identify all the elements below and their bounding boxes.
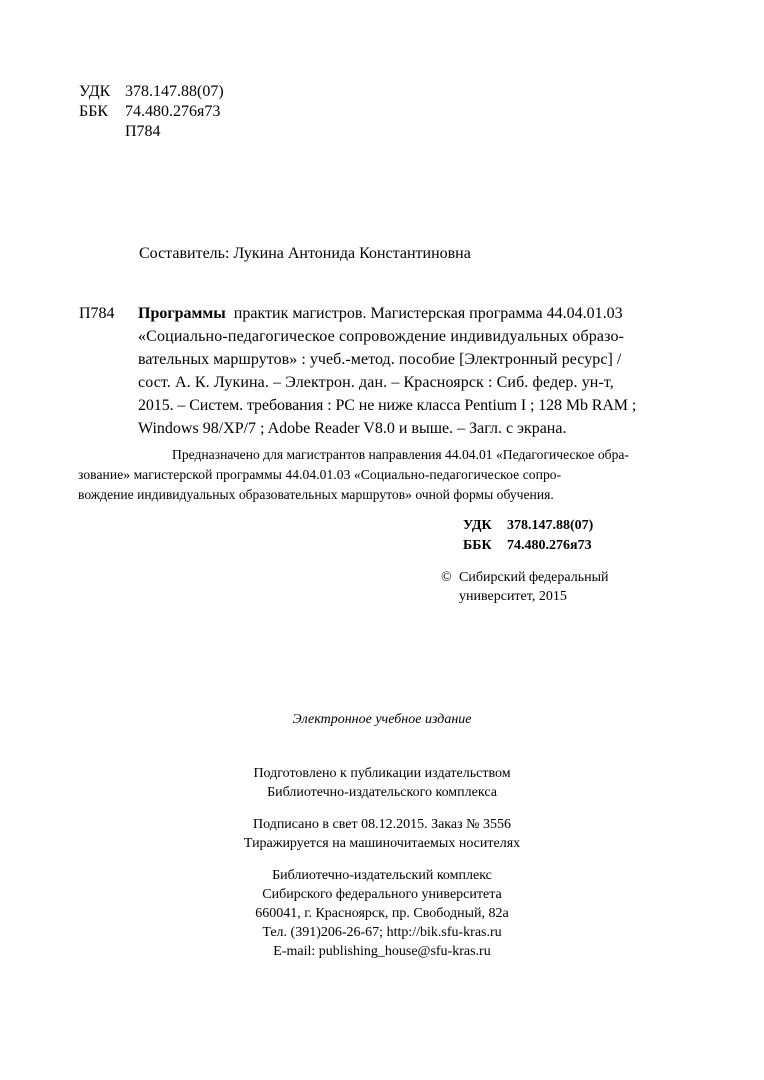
bbk-key: ББК	[79, 103, 109, 120]
index-block	[463, 516, 593, 556]
publisher-line-1: Библиотечно-издательский комплекс	[272, 868, 492, 883]
udk-row	[79, 82, 224, 102]
description-line-5: 2015. – Систем. требования : PC не ниже класса Pentium I ; 128 Mb RAM ;	[138, 397, 637, 414]
copyright-symbol: ©	[441, 570, 452, 585]
publisher-line-5: E-mail: publishing_house@sfu-kras.ru	[273, 944, 491, 959]
annotation-line-1: Предназначено для магистрантов направления 44.04.01 «Педагогическое обра-	[172, 447, 629, 462]
signed-line-2: Тиражируется на машиночитаемых носителях	[243, 836, 521, 851]
index-bbk-row	[463, 536, 593, 556]
author-sign: П784	[125, 123, 161, 140]
prepared-block	[0, 764, 764, 802]
publisher-line-3: 660041, г. Красноярск, пр. Свободный, 82а	[255, 906, 509, 921]
description-line-3: вательных маршрутов» : учеб.-метод. пособие [Электронный ресурс] /	[138, 351, 622, 368]
bbk-row	[79, 102, 224, 122]
description-title: Программы	[138, 305, 226, 322]
annotation-line-2: зование» магистерской программы 44.04.01.03 «Социально-педагогическое сопро-	[78, 467, 562, 482]
annotation-line-3: вождение индивидуальных образовательных маршрутов» очной формы обучения.	[78, 487, 554, 502]
index-udk-value: 378.147.88(07)	[507, 518, 594, 533]
bibliographic-description	[138, 302, 688, 440]
publisher-line-4: Тел. (391)206-26-67; http://bik.sfu-kras.ru	[262, 925, 502, 940]
description-code: П784	[79, 305, 115, 322]
copyright-line-1: Сибирский федеральный	[459, 570, 609, 585]
index-udk-row	[463, 516, 593, 536]
signed-line-1: Подписано в свет 08.12.2015. Заказ № 3556	[252, 817, 511, 832]
compiler-line: Составитель: Лукина Антонида Константиновна	[139, 245, 471, 262]
index-bbk-key: ББК	[463, 538, 492, 553]
index-udk-key: УДК	[463, 518, 492, 533]
publisher-block	[0, 866, 764, 961]
annotation	[78, 445, 688, 505]
author-sign-row	[79, 122, 224, 142]
description-line-1	[138, 302, 688, 325]
index-bbk-value: 74.480.276я73	[507, 538, 592, 553]
classification-block	[79, 82, 224, 142]
udk-key: УДК	[79, 83, 111, 100]
publisher-line-2: Сибирского федерального университета	[262, 887, 502, 902]
prepared-line-1: Подготовлено к публикации издательством	[253, 766, 511, 781]
signed-block	[0, 815, 764, 853]
description-line-4: сост. А. К. Лукина. – Электрон. дан. – Красноярск : Сиб. федер. ун-т,	[138, 374, 614, 391]
copyright-block	[441, 568, 608, 606]
edition-type-block	[0, 710, 764, 729]
copyright-line-2: университет, 2015	[459, 589, 567, 604]
prepared-line-2: Библиотечно-издательского комплекса	[267, 785, 497, 800]
description-line-1-rest: практик магистров. Магистерская программа 44.04.01.03	[233, 305, 623, 322]
udk-value: 378.147.88(07)	[125, 83, 224, 100]
description-line-6: Windows 98/XP/7 ; Adobe Reader V8.0 и выше. – Загл. с экрана.	[138, 420, 567, 437]
description-line-2: «Социально-педагогическое сопровождение индивидуальных образо-	[138, 328, 625, 345]
copyright-line-1-row	[441, 568, 608, 587]
edition-type: Электронное учебное издание	[292, 712, 472, 727]
bbk-value: 74.480.276я73	[125, 103, 221, 120]
